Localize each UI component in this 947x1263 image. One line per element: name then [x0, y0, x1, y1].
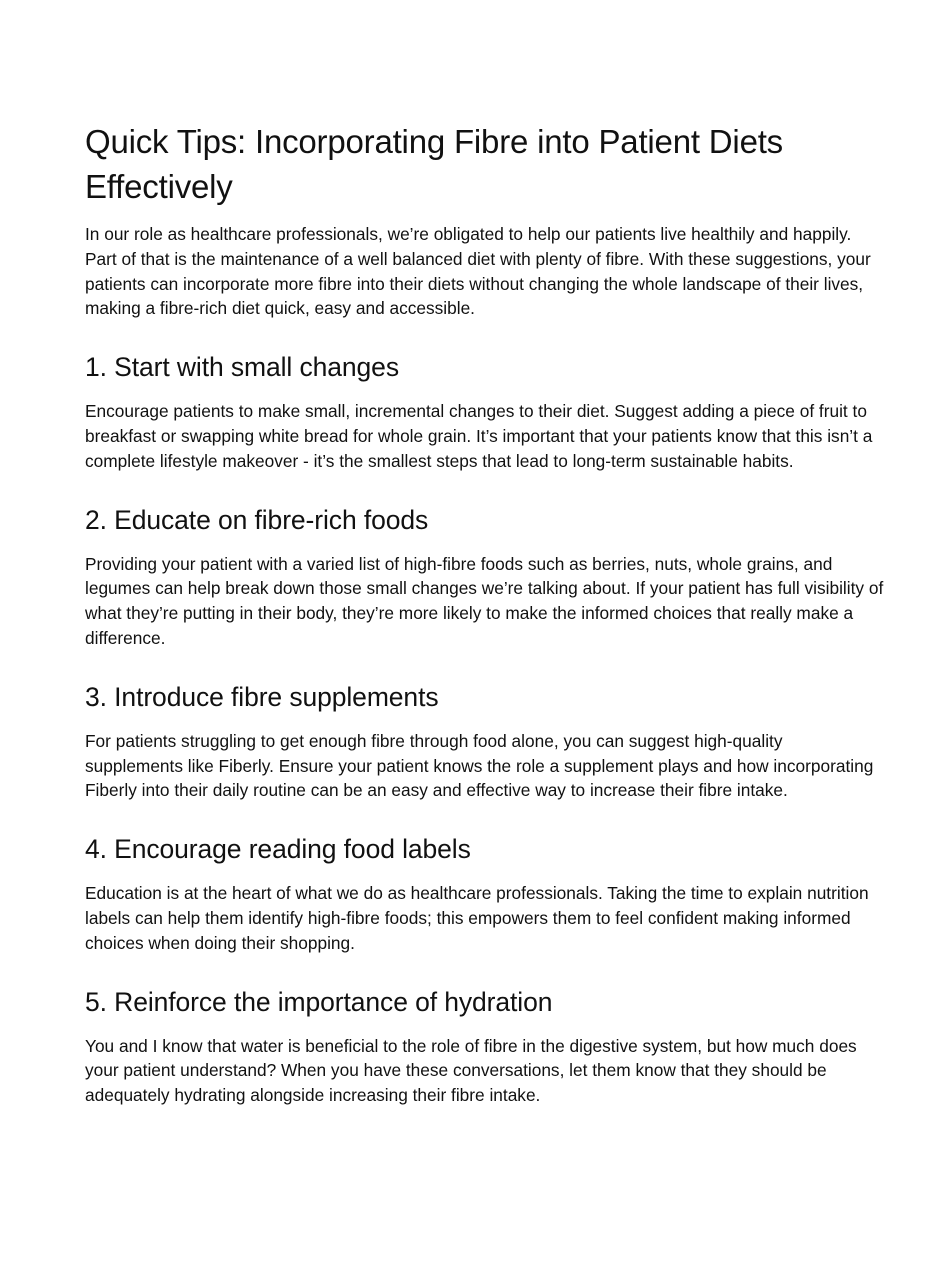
- document-title: Quick Tips: Incorporating Fibre into Patient Diets Effectively: [85, 123, 783, 205]
- section-body: Encourage patients to make small, incremental changes to their diet. Suggest adding a piece of fruit to breakfast or swapping white bread for whole grain. It’s important that your patients know that this isn’t a complete lifestyle makeover - it’s the smallest steps that lead to long-term sustainable habits.: [85, 401, 873, 471]
- section-start-small-changes: [85, 349, 885, 473]
- section-heading: 4. Encourage reading food labels: [85, 834, 471, 865]
- section-heading: 5. Reinforce the importance of hydration: [85, 986, 553, 1017]
- section-body: Education is at the heart of what we do as healthcare professionals. Taking the time to explain nutrition labels can help them identify high-fibre foods; this empowers them to feel confident making informed choices when doing their shopping.: [85, 883, 869, 953]
- section-heading: 1. Start with small changes: [85, 352, 399, 383]
- section-body: Providing your patient with a varied list of high-fibre foods such as berries, nuts, whole grains, and legumes can help break down those small changes we’re talking about. If your patient has full visibility of what they’re putting in their body, they’re more likely to make the informed choices that really make a difference.: [85, 553, 884, 648]
- section-educate-fibre-foods: [85, 502, 885, 651]
- document-page: [85, 119, 885, 1108]
- section-body: You and I know that water is beneficial to the role of fibre in the digestive system, but how much does your patient understand? When you have these conversations, let them know that they should be adequately hydrating alongside increasing their fibre intake.: [85, 1035, 857, 1106]
- section-heading: 2. Educate on fibre-rich foods: [85, 504, 429, 535]
- section-hydration: [85, 984, 885, 1108]
- section-heading: 3. Introduce fibre supplements: [85, 681, 439, 712]
- section-body: For patients struggling to get enough fibre through food alone, you can suggest high-quality supplements like Fiberly. Ensure your patient knows the role a supplement plays and how incorporating Fiberly into their daily routine can be an easy and effective way to increase their fibre intake.: [85, 730, 874, 801]
- section-fibre-supplements: [85, 679, 885, 803]
- section-food-labels: [85, 831, 885, 955]
- intro-paragraph: In our role as healthcare professionals, we’re obligated to help our patients live healthily and happily. Part of that is the maintenance of a well balanced diet with plenty of fibre. With these suggestions, your patients can incorporate more fibre into their diets without changing the whole landscape of their lives, making a fibre-rich diet quick, easy and accessible.: [85, 224, 871, 319]
